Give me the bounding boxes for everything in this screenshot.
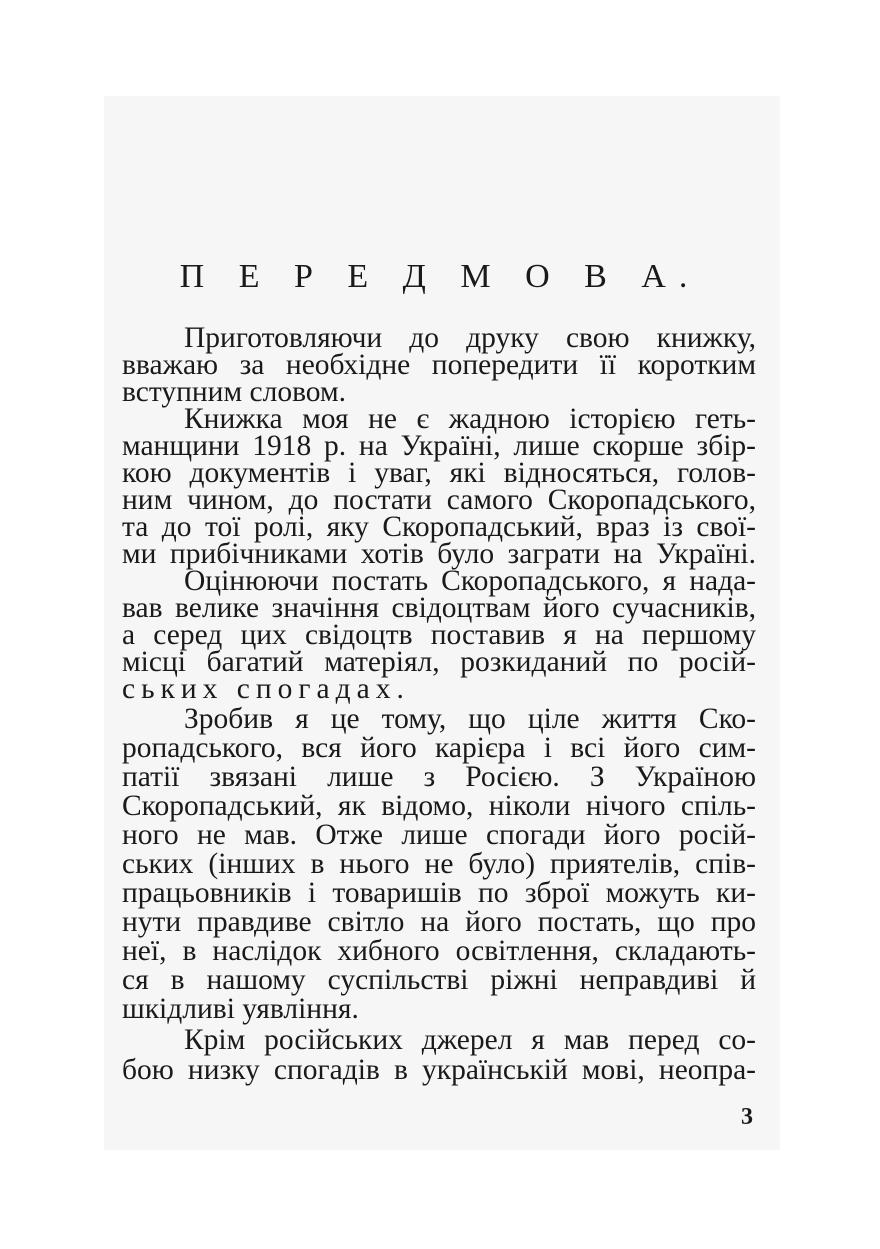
text-line: Зробив я це тому, що ціле життя Ско- [184, 703, 756, 735]
page-title: П Е Р Е Д М О В А. [179, 258, 701, 295]
text-line: ських спогадах. [122, 673, 410, 705]
text-line: працьовників і товаришів по зброї можуть ки- [122, 877, 756, 909]
text-line: вав велике значіння свідоцтвам його сучасників, [122, 592, 756, 624]
text-line: Скоропадський, як відомо, ніколи нічого спіль- [122, 790, 756, 822]
text-line: ся в нашому суспільстві ріжні неправдиві й [122, 964, 756, 996]
text-line: неї, в наслідок хибного освітлення, складають- [122, 935, 756, 967]
text-line: місці багатий матеріял, розкиданий по росій- [122, 646, 756, 678]
text-line: ропадського, вся його карієра і всі його сим- [122, 732, 756, 764]
text-line: ських (інших в нього не було) приятелів, спів- [122, 848, 756, 880]
text-line: Оцінюючи постать Скоропадського, я нада- [184, 565, 756, 597]
text-line: патії звязані лише з Росією. З Україною [122, 761, 756, 793]
text-line: ного не мав. Отже лише спогади його росій- [122, 819, 756, 851]
text-line: та до тої ролі, яку Скоропадський, враз із свої- [122, 511, 756, 543]
text-line: ми прибічниками хотів було заграти на Україні. [122, 538, 756, 570]
text-line: вважаю за необхідне попередити її коротким [122, 349, 756, 381]
text-line: Приготовляючи до друку свою книжку, [184, 322, 756, 354]
text-line: нути правдиве світло на його постать, що про [122, 906, 756, 938]
text-line: шкідливі уявління. [122, 993, 359, 1025]
text-line: кою документів і уваг, які відносяться, голов- [122, 457, 756, 489]
text-line: ним чином, до постати самого Скоропадського, [122, 484, 756, 516]
page-number: 3 [741, 1104, 753, 1130]
text-line: Крім російських джерел я мав перед со- [184, 1024, 756, 1056]
text-line: а серед цих свідоцтв поставив я на першому [122, 619, 756, 651]
text-line: Книжка моя не є жадною історією геть- [184, 403, 756, 435]
text-line: бою низку спогадів в українській мові, неопра- [122, 1054, 756, 1086]
text-line: вступним словом. [122, 376, 347, 408]
text-line: манщини 1918 р. на Україні, лише скорше збір- [122, 430, 756, 462]
